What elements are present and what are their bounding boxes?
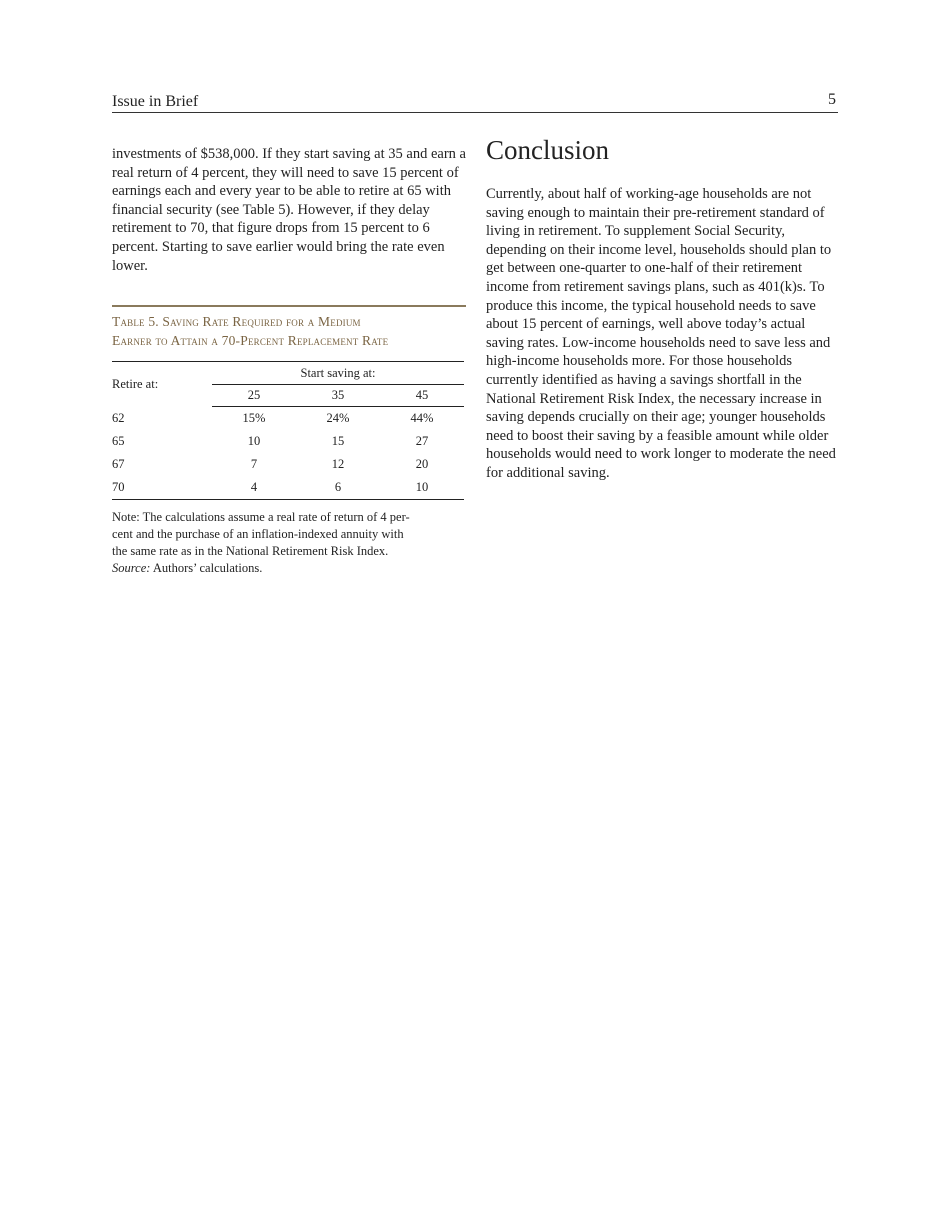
page-number: 5 (828, 91, 836, 108)
conclusion-heading: Conclusion (486, 135, 610, 165)
table-caption (112, 312, 466, 350)
row-label: 65 (112, 434, 125, 449)
table-cell: 24% (326, 411, 350, 426)
column-header-45: 45 (380, 385, 464, 407)
table-row (112, 476, 464, 500)
left-column (112, 145, 466, 577)
table-caption-line-1: Table 5. Saving Rate Required for a Medium (112, 314, 361, 330)
row-label: 67 (112, 457, 125, 472)
note-line-3: the same rate as in the National Retirement Risk Index. (112, 544, 389, 559)
row-label: 62 (112, 410, 125, 425)
table-cell: 12 (331, 457, 345, 472)
row-label: 70 (112, 476, 212, 500)
table-cell: 15% (242, 411, 266, 426)
table-cell: 10 (247, 434, 261, 449)
header-title: Issue in Brief (112, 93, 199, 110)
saving-rate-table (112, 361, 464, 500)
table-note (112, 509, 466, 577)
table-cell: 44% (410, 411, 434, 426)
conclusion-paragraph: Currently, about half of working-age households are not saving enough to maintain their pre-retirement standard of living in retirement. To supplement Social Security, depending on their income level, households should plan to get between one-quarter to one-half of their retirement income from retirement savings plans, such as 401(k)s. To produce this income, the typical household needs to save about 15 percent of earnings, well above today’s actual saving rates. Low-income households need to save less and high-income households more. For those households currently identified as having a savings shortfall in the National Retirement Risk Index, the necessary increase in saving depends crucially on their age; younger households need to boost their saving by a feasible amount while older households would need to work longer to moderate the need for additional saving. (486, 186, 836, 481)
table-cell: 7 (250, 457, 258, 472)
right-column (486, 133, 840, 483)
table-cell: 27 (415, 434, 429, 449)
table-row (112, 453, 464, 476)
note-line-2: cent and the purchase of an inflation-indexed annuity with (112, 527, 404, 542)
table-cell: 10 (380, 476, 464, 500)
table-cell: 4 (212, 476, 296, 500)
page-header (112, 88, 838, 113)
start-saving-label: Start saving at: (212, 362, 464, 385)
column-header-25: 25 (212, 385, 296, 407)
table-row (112, 407, 464, 431)
note-line-1: Note: The calculations assume a real rate of return of 4 per- (112, 510, 410, 525)
table-5 (112, 305, 466, 577)
left-paragraph: investments of $538,000. If they start saving at 35 and earn a real return of 4 percent, they will need to save 15 percent of earnings each and every year to be able to retire at 65 with financial security (see Table 5). However, if they delay retirement to 70, that figure drops from 15 percent to 6 percent. Starting to save earlier would bring the rate even lower. (112, 146, 466, 274)
source-label: Source: (112, 561, 151, 576)
source-text: Authors’ calculations. (150, 561, 263, 576)
table-cell: 15 (331, 434, 345, 449)
table-cell: 20 (415, 457, 429, 472)
table-row (112, 430, 464, 453)
table-header-row (112, 362, 464, 385)
retire-at-label: Retire at: (112, 362, 212, 407)
table-caption-line-2: Earner to Attain a 70-Percent Replacement Rate (112, 333, 389, 349)
table-cell: 6 (296, 476, 380, 500)
column-header-35: 35 (296, 385, 380, 407)
